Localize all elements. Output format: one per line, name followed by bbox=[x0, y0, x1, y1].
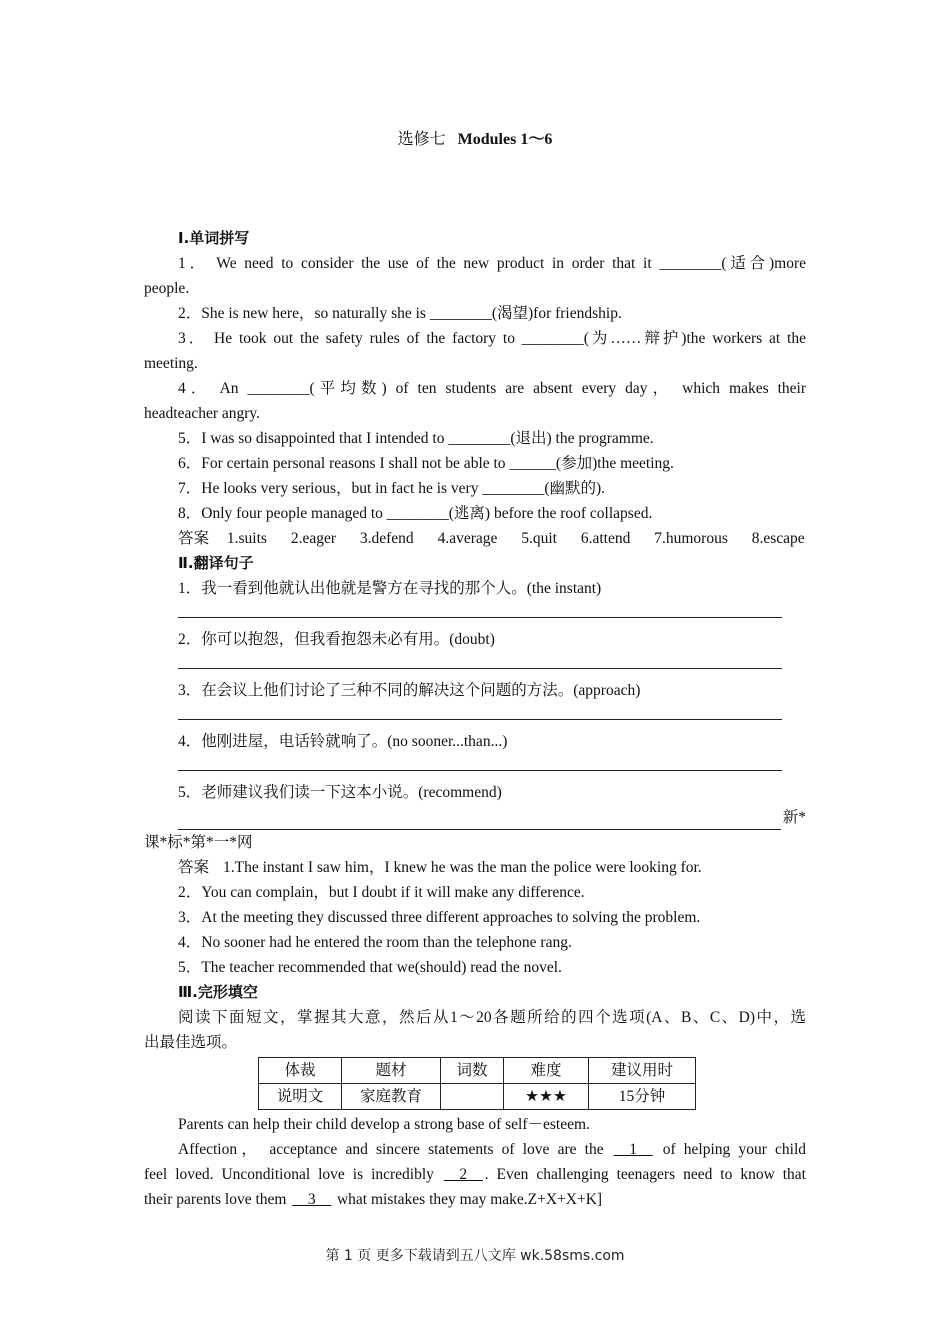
vocab-answer: 8.escape bbox=[751, 530, 805, 547]
vocab-q2: 2．She is new here，so naturally she is ________(渴望)for friendship. bbox=[178, 305, 622, 322]
translate-q2: 2．你可以抱怨，但我看抱怨未必有用。(doubt) bbox=[178, 631, 495, 648]
translate-q4: 4．他刚进屋，电话铃就响了。(no sooner...than...) bbox=[178, 733, 508, 750]
vocab-q1-cont: people. bbox=[144, 280, 190, 297]
translate-answer-text: 1.The instant I saw him，I knew he was the man the police were looking for. bbox=[223, 859, 702, 876]
table-cell: 家庭教育 bbox=[342, 1084, 441, 1110]
table-header-cell: 词数 bbox=[441, 1058, 504, 1084]
vocab-answer: 1.suits bbox=[226, 530, 267, 547]
title-en: Modules 1～6 bbox=[457, 131, 553, 148]
cloze-intro: 阅读下面短文，掌握其大意，然后从1～20各题所给的四个选项(A、B、C、D)中，选 bbox=[178, 1009, 806, 1026]
vocab-q3: 3． He took out the safety rules of the factory to ________(为……辩护)the workers at the bbox=[178, 330, 806, 347]
watermark-text: 课*标*第*一*网 bbox=[144, 834, 253, 851]
cloze-blank-1[interactable]: __1__ bbox=[613, 1141, 653, 1158]
table-cell: 15分钟 bbox=[589, 1084, 696, 1110]
table-header-cell: 题材 bbox=[342, 1058, 441, 1084]
title-cn: 选修七 bbox=[397, 131, 446, 148]
translate-answer-1 bbox=[144, 855, 806, 880]
translate-answer-4: 4．No sooner had he entered the room than the telephone rang. bbox=[178, 934, 572, 951]
translate-answer-5: 5．The teacher recommended that we(should) read the novel. bbox=[178, 959, 562, 976]
section-heading-vocab: Ⅰ.单词拼写 bbox=[178, 229, 250, 247]
cloze-blank-3[interactable]: __3__ bbox=[292, 1191, 332, 1208]
vocab-answer: 6.attend bbox=[580, 530, 631, 547]
cloze-text: their parents love them bbox=[144, 1191, 287, 1208]
cloze-text: Affection， acceptance and sincere statements of love are the bbox=[178, 1141, 604, 1158]
section-heading-cloze: Ⅲ.完形填空 bbox=[178, 983, 258, 1001]
answer-blank-line[interactable] bbox=[178, 703, 782, 720]
vocab-answers bbox=[144, 526, 806, 551]
translate-answer-2: 2．You can complain，but I doubt if it will make any difference. bbox=[178, 884, 585, 901]
table-header-row bbox=[259, 1058, 696, 1084]
vocab-answer: 7.humorous bbox=[654, 530, 728, 547]
translate-q5: 5．老师建议我们读一下这本小说。(recommend) bbox=[178, 784, 502, 801]
answer-label: 答案 bbox=[178, 859, 210, 876]
cloze-paragraph-2-line-1 bbox=[144, 1137, 806, 1162]
cloze-text: feel loved. Unconditional love is incredibly bbox=[144, 1166, 434, 1183]
main-content bbox=[144, 226, 806, 1212]
answer-blank-line-last bbox=[178, 805, 806, 830]
vocab-q4: 4． An ________(平均数) of ten students are absent every day， which makes their bbox=[178, 380, 806, 397]
vocab-answer: 3.defend bbox=[359, 530, 414, 547]
page-title bbox=[0, 126, 950, 149]
answer-blank-line[interactable] bbox=[178, 601, 782, 618]
translate-q1: 1．我一看到他就认出他就是警方在寻找的那个人。(the instant) bbox=[178, 580, 602, 597]
table-header-cell: 建议用时 bbox=[589, 1058, 696, 1084]
vocab-q4-cont: headteacher angry. bbox=[144, 405, 261, 422]
cloze-text: what mistakes they may make.Z+X+X+K] bbox=[336, 1191, 603, 1208]
cloze-paragraph-2-line-2 bbox=[144, 1162, 806, 1187]
vocab-q5: 5．I was so disappointed that I intended to ________(退出) the programme. bbox=[178, 430, 654, 447]
translate-answer-3: 3．At the meeting they discussed three different approaches to solving the problem. bbox=[178, 909, 701, 926]
cloze-paragraph-1: Parents can help their child develop a strong base of self－esteem. bbox=[178, 1116, 590, 1133]
table-header-cell: 难度 bbox=[504, 1058, 589, 1084]
cloze-intro-cont: 出最佳选项。 bbox=[144, 1034, 238, 1051]
vocab-q1: 1． We need to consider the use of the new product in order that it ________(适合)more bbox=[178, 255, 806, 272]
table-cell: 说明文 bbox=[259, 1084, 342, 1110]
translate-q3: 3．在会议上他们讨论了三种不同的解决这个问题的方法。(approach) bbox=[178, 682, 641, 699]
vocab-answer: 5.quit bbox=[521, 530, 557, 547]
answer-blank-line[interactable] bbox=[178, 754, 782, 771]
cloze-blank-2[interactable]: __2__ bbox=[443, 1166, 483, 1183]
vocab-q8: 8．Only four people managed to ________(逃离) before the roof collapsed. bbox=[178, 505, 653, 522]
vocab-answer: 2.eager bbox=[290, 530, 337, 547]
page-footer: 第 1 页 更多下载请到五八文库 wk.58sms.com bbox=[325, 1248, 625, 1264]
cloze-text: of helping your child bbox=[662, 1141, 807, 1158]
table-cell-difficulty: ★★★ bbox=[504, 1084, 589, 1110]
cloze-text: . Even challenging teenagers need to know that bbox=[484, 1166, 806, 1183]
answer-blank-line[interactable] bbox=[178, 812, 781, 830]
vocab-q7: 7．He looks very serious，but in fact he is very ________(幽默的). bbox=[178, 480, 606, 497]
table-header-cell: 体裁 bbox=[259, 1058, 342, 1084]
section-heading-translate: Ⅱ.翻译句子 bbox=[178, 554, 254, 572]
vocab-q3-cont: meeting. bbox=[144, 355, 198, 372]
table-row bbox=[259, 1084, 696, 1110]
table-cell bbox=[441, 1084, 504, 1110]
watermark-tail: 新* bbox=[782, 809, 806, 826]
vocab-q6: 6．For certain personal reasons I shall not be able to ______(参加)the meeting. bbox=[178, 455, 674, 472]
answer-blank-line[interactable] bbox=[178, 652, 782, 669]
vocab-answer: 4.average bbox=[437, 530, 498, 547]
cloze-paragraph-2-line-3 bbox=[144, 1187, 806, 1212]
passage-info-table bbox=[258, 1057, 696, 1110]
answer-label: 答案 bbox=[178, 530, 210, 547]
